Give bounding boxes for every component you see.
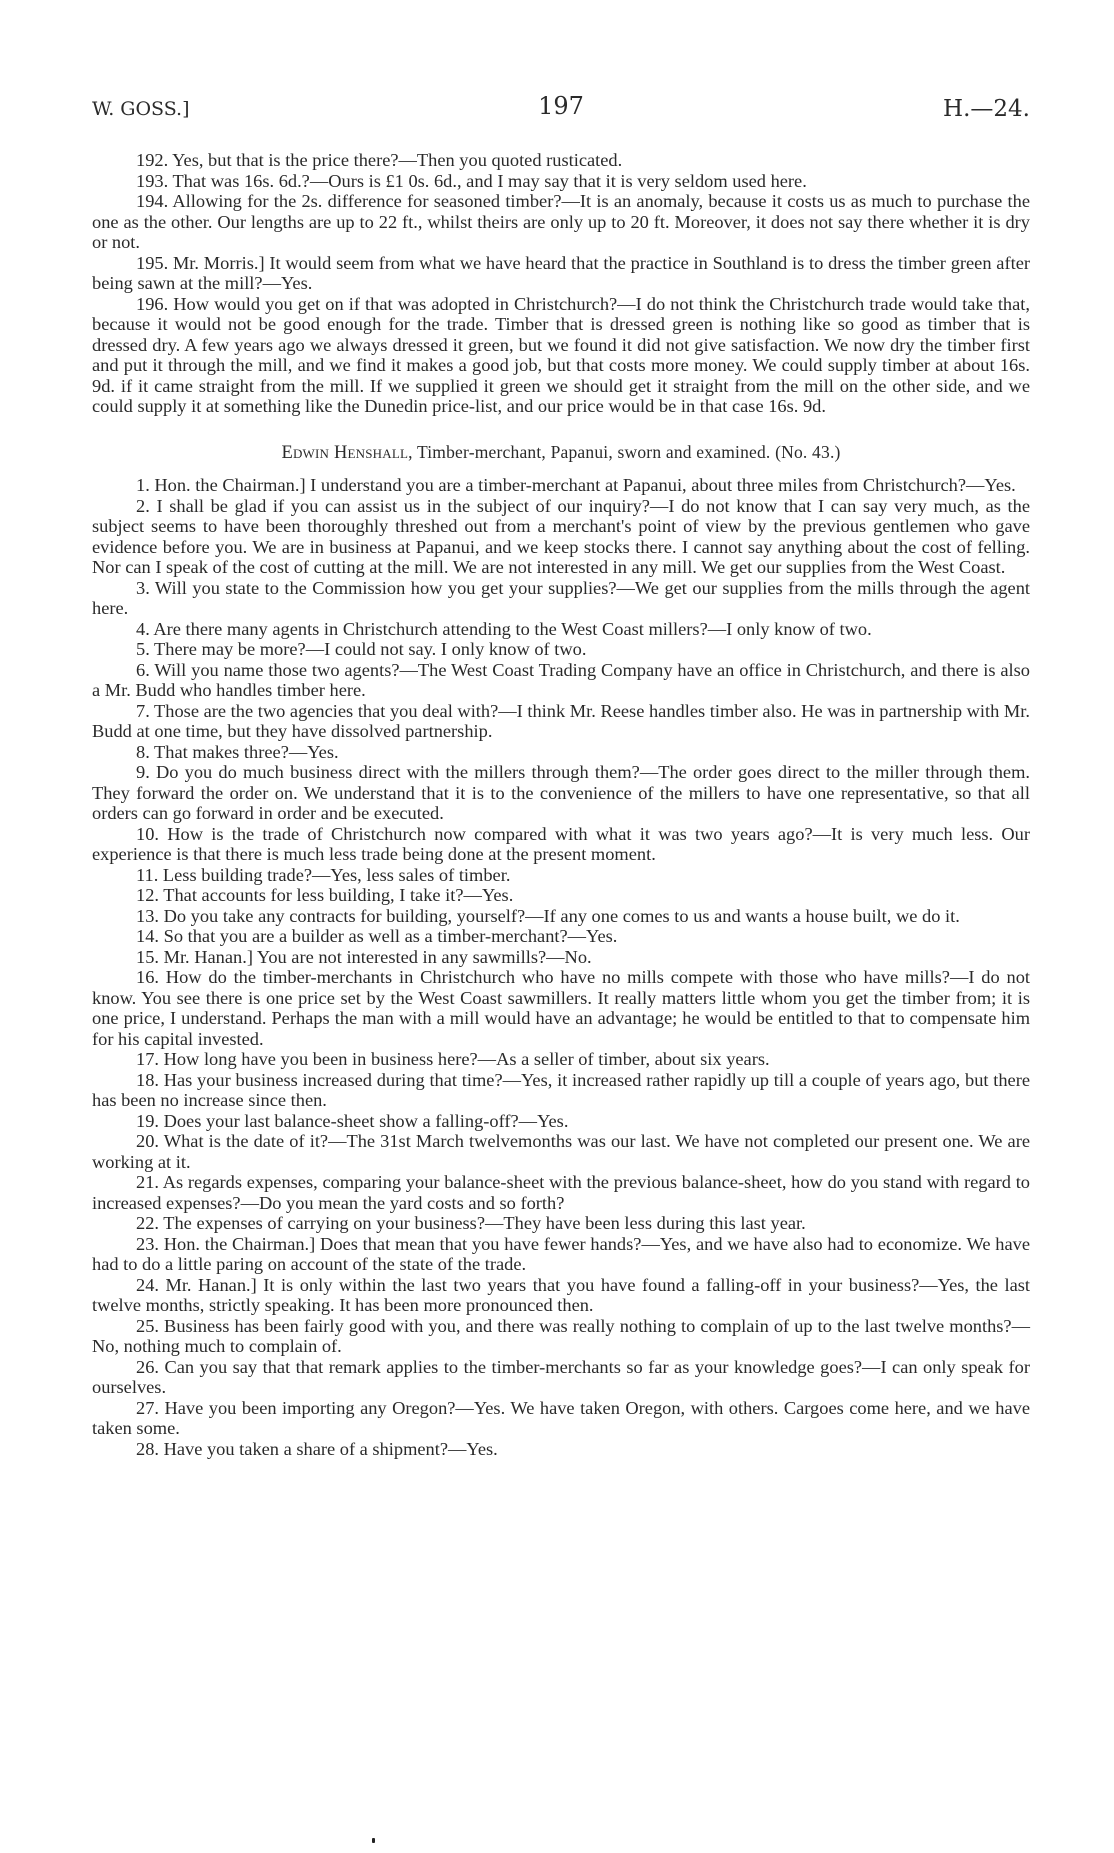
paragraph: 23. Hon. the Chairman.] Does that mean that you have fewer hands?—Yes, and we have also had to economize. We have had to do a little paring on account of the state of the trade. [92,1233,1030,1274]
paragraph: 20. What is the date of it?—The 31st March twelvemonths was our last. We have not completed our present one. We are working at it. [92,1131,1030,1172]
paragraph: 7. Those are the two agencies that you deal with?—I think Mr. Reese handles timber also. He was in partnership with Mr. Budd at one time, but they have dissolved partnership. [92,700,1030,741]
paragraph: 14. So that you are a builder as well as a timber-merchant?—Yes. [136,926,618,946]
document-body [92,150,1030,1459]
paragraph: 28. Have you taken a share of a shipment?—Yes. [136,1438,498,1459]
evidence-section-goss [92,150,1030,417]
paragraph: 18. Has your business increased during that time?—Yes, it increased rather rapidly up till a couple of years ago, but there has been no increase since then. [92,1069,1030,1110]
paragraph: 9. Do you do much business direct with the millers through them?—The order goes direct to the miller through them. They forward the order on. We understand that it is to the convenience of the millers to have one representative, so that all orders can go forward in order and be executed. [92,762,1030,823]
paragraph: 2. I shall be glad if you can assist us in the subject of our inquiry?—I do not know that I can say very much, as the subject seems to have been thoroughly threshed out from a merchant's point of view by the previous gentlemen who gave evidence before you. We are in business at Papanui, and we keep stocks there. I cannot say anything about the cost of felling. Nor can I speak of the cost of cutting at the mill. We are not interested in any mill. We get our supplies from the West Coast. [92,495,1030,577]
paragraph: 26. Can you say that that remark applies to the timber-merchants so far as your knowledge goes?—I can only speak for ourselves. [92,1356,1030,1397]
margin-mark [372,1838,375,1843]
paragraph: 22. The expenses of carrying on your business?—They have been less during this last year. [136,1213,806,1233]
witness-heading [92,442,1030,464]
paragraph: 19. Does your last balance-sheet show a falling-off?—Yes. [136,1110,569,1131]
paragraph: 196. How would you get on if that was adopted in Christchurch?—I do not think the Christchurch trade would take that, because it would not be good enough for the trade. Timber that is dressed green is nothing like so good as timber that is dressed dry. A few years ago we always dressed it green, but we found it did not give satisfaction. We now dry the timber first and put it through the mill, and we find it makes a good job, but that costs more money. We could supply timber at about 16s. 9d. if it came straight from the mill. If we supplied it green we should get it straight from the mill on the other side, and we could supply it at something like the Dunedin price-list, and our price would be in that case 16s. 9d. [92,293,1030,416]
witness-name: Edwin Henshall [281,442,409,463]
header-witness: W. GOSS.] [92,98,190,120]
paragraph: 17. How long have you been in business here?—As a seller of timber, about six years. [136,1049,770,1069]
paragraph: 4. Are there many agents in Christchurch attending to the West Coast millers?—I only know of two. [136,618,872,639]
paragraph: 195. Mr. Morris.] It would seem from what we have heard that the practice in Southland is to dress the timber green after being sawn at the mill?—Yes. [92,252,1030,293]
paragraph: 5. There may be more?—I could not say. I only know of two. [136,639,587,659]
evidence-section-henshall [92,475,1030,1459]
paragraph: 6. Will you name those two agents?—The West Coast Trading Company have an office in Christchurch, and there is also a Mr. Budd who handles timber here. [92,659,1030,700]
paragraph: 192. Yes, but that is the price there?—Then you quoted rusticated. [136,150,623,170]
header-paper-ref: H.—24. [943,96,1030,122]
page-header [92,92,1030,126]
paragraph: 10. How is the trade of Christchurch now compared with what it was two years ago?—It is very much less. Our experience is that there is much less trade being done at the present moment. [92,823,1030,864]
paragraph: 21. As regards expenses, comparing your balance-sheet with the previous balance-sheet, how do you stand with regard to increased expenses?—Do you mean the yard costs and so forth? [92,1172,1030,1213]
paragraph: 8. That makes three?—Yes. [136,741,339,762]
paragraph: 194. Allowing for the 2s. difference for seasoned timber?—It is an anomaly, because it costs us as much to purchase the one as the other. Our lengths are up to 22 ft., whilst theirs are only up to 20 ft. Moreover, it does not say there whether it is dry or not. [92,191,1030,252]
paragraph: 27. Have you been importing any Oregon?—Yes. We have taken Oregon, with others. Cargoes come here, and we have taken some. [92,1397,1030,1438]
paragraph: 1. Hon. the Chairman.] I understand you are a timber-merchant at Papanui, about three miles from Christchurch?—Yes. [136,475,1016,495]
paragraph: 13. Do you take any contracts for building, yourself?—If any one comes to us and wants a house built, we do it. [136,905,960,926]
paragraph: 16. How do the timber-merchants in Christchurch who have no mills compete with those who have mills?—I do not know. You see there is one price set by the West Coast sawmillers. It really matters little whom you get the timber from; it is one price, I understand. Perhaps the man with a mill would have an advantage; he would be entitled to that to compensate him for his capital invested. [92,967,1030,1049]
page-number: 197 [538,92,584,120]
paragraph: 15. Mr. Hanan.] You are not interested in any sawmills?—No. [136,946,592,967]
paragraph: 11. Less building trade?—Yes, less sales of timber. [136,864,511,885]
paragraph: 24. Mr. Hanan.] It is only within the last two years that you have found a falling-off in your business?—Yes, the last twelve months, strictly speaking. It has been more pronounced then. [92,1274,1030,1315]
paragraph: 12. That accounts for less building, I take it?—Yes. [136,885,514,905]
paragraph: 25. Business has been fairly good with you, and there was really nothing to complain of up to the last twelve months?—No, nothing much to complain of. [92,1315,1030,1356]
witness-description: , Timber-merchant, Papanui, sworn and examined. (No. 43.) [408,441,841,462]
paragraph: 193. That was 16s. 6d.?—Ours is £1 0s. 6d., and I may say that it is very seldom used here. [136,170,807,191]
paragraph: 3. Will you state to the Commission how you get your supplies?—We get our supplies from the mills through the agent here. [92,577,1030,618]
